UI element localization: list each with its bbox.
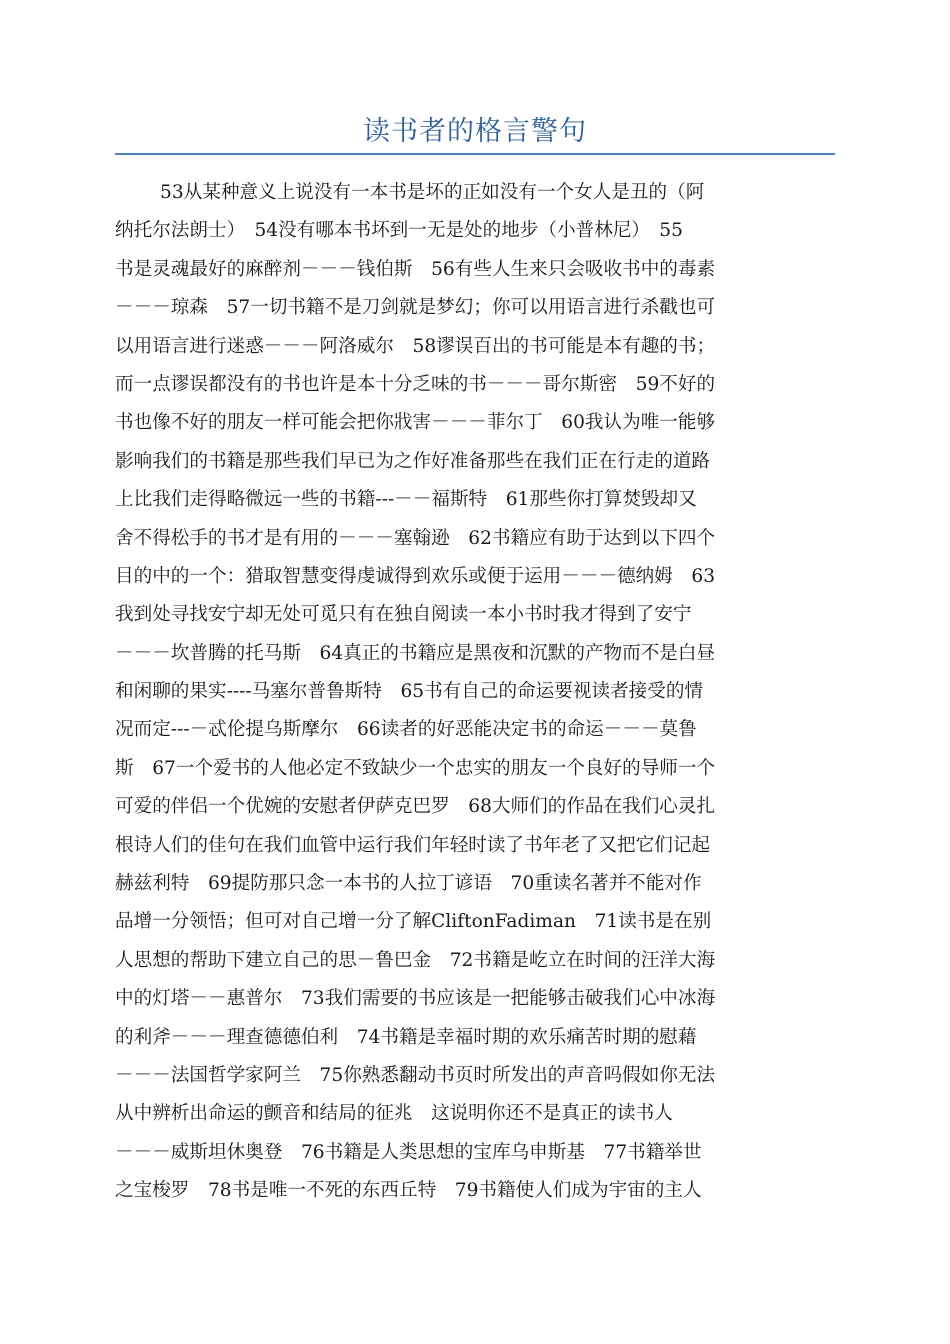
title-underline-rule [115, 153, 835, 155]
paragraph-line: 纳托尔法朗士） 54没有哪本书坏到一无是处的地步（小普林尼） 55 [115, 220, 683, 242]
paragraph-line: 影响我们的书籍是那些我们早已为之作好准备那些在我们正在行走的道路 [115, 450, 711, 472]
paragraph-line: 53从某种意义上说没有一本书是坏的正如没有一个女人是丑的（阿 [160, 182, 705, 203]
paragraph-line: 和闲聊的果实----马塞尔普鲁斯特 65书有自己的命运要视读者接受的情 [115, 681, 704, 703]
paragraph-line: 书也像不好的朋友一样可能会把你戕害－－－菲尔丁 60我认为唯一能够 [115, 412, 716, 434]
quote-paragraph [115, 174, 837, 1211]
paragraph-line: 而一点谬误都没有的书也许是本十分乏味的书－－－哥尔斯密 59不好的 [115, 373, 716, 395]
paragraph-line: 品增一分领悟；但可对自己增一分了解CliftonFadiman 71读书是在别 [115, 911, 712, 933]
paragraph-line: 斯 67一个爱书的人他必定不致缺少一个忠实的朋友一个良好的导师一个 [115, 757, 716, 779]
paragraph-line: 书是灵魂最好的麻醉剂－－－钱伯斯 56有些人生来只会吸收书中的毒素 [115, 258, 716, 280]
document-title: 读书者的格言警句 [363, 116, 587, 147]
paragraph-line: 况而定---－忒伦提乌斯摩尔 66读者的好恶能决定书的命运－－－莫鲁 [115, 719, 697, 741]
paragraph-line: 以用语言进行迷惑－－－阿洛威尔 58谬误百出的书可能是本有趣的书； [115, 335, 716, 357]
paragraph-line: 上比我们走得略微远一些的书籍---－－福斯特 61那些你打算焚毁却又 [115, 489, 697, 511]
paragraph-line: 的利斧－－－理查德德伯利 74书籍是幸福时期的欢乐痛苦时期的慰藉 [115, 1026, 697, 1048]
paragraph-line: 人思想的帮助下建立自己的思－鲁巴金 72书籍是屹立在时间的汪洋大海 [115, 949, 716, 971]
paragraph-line: －－－琼森 57一切书籍不是刀剑就是梦幻；你可以用语言进行杀戳也可 [115, 297, 716, 319]
paragraph-line: 之宝梭罗 78书是唯一不死的东西丘特 79书籍使人们成为宇宙的主人 [115, 1180, 702, 1202]
paragraph-line: 目的中的一个：猎取智慧变得虔诚得到欢乐或便于运用－－－德纳姆 63 [115, 565, 716, 587]
paragraph-line: 舍不得松手的书才是有用的－－－塞翰逊 62书籍应有助于达到以下四个 [115, 527, 716, 549]
paragraph-line: 可爱的伴侣一个优婉的安慰者伊萨克巴罗 68大师们的作品在我们心灵扎 [115, 796, 716, 818]
paragraph-line: 中的灯塔－－惠普尔 73我们需要的书应该是一把能够击破我们心中冰海 [115, 988, 716, 1010]
paragraph-line: －－－威斯坦休奥登 76书籍是人类思想的宝库乌申斯基 77书籍举世 [115, 1141, 702, 1163]
paragraph-line: －－－法国哲学家阿兰 75你熟悉翻动书页时所发出的声音吗假如你无法 [115, 1064, 716, 1086]
paragraph-line: －－－坎普腾的托马斯 64真正的书籍应是黑夜和沉默的产物而不是白昼 [115, 642, 716, 664]
paragraph-line: 我到处寻找安宁却无处可觅只有在独自阅读一本小书时我才得到了安宁 [115, 604, 692, 626]
paragraph-line: 赫兹利特 69提防那只念一本书的人拉丁谚语 70重读名著并不能对作 [115, 873, 702, 895]
paragraph-line: 根诗人们的佳句在我们血管中运行我们年轻时读了书年老了又把它们记起 [115, 834, 711, 856]
paragraph-line: 从中辨析出命运的颤音和结局的征兆 这说明你还不是真正的读书人 [115, 1103, 673, 1125]
